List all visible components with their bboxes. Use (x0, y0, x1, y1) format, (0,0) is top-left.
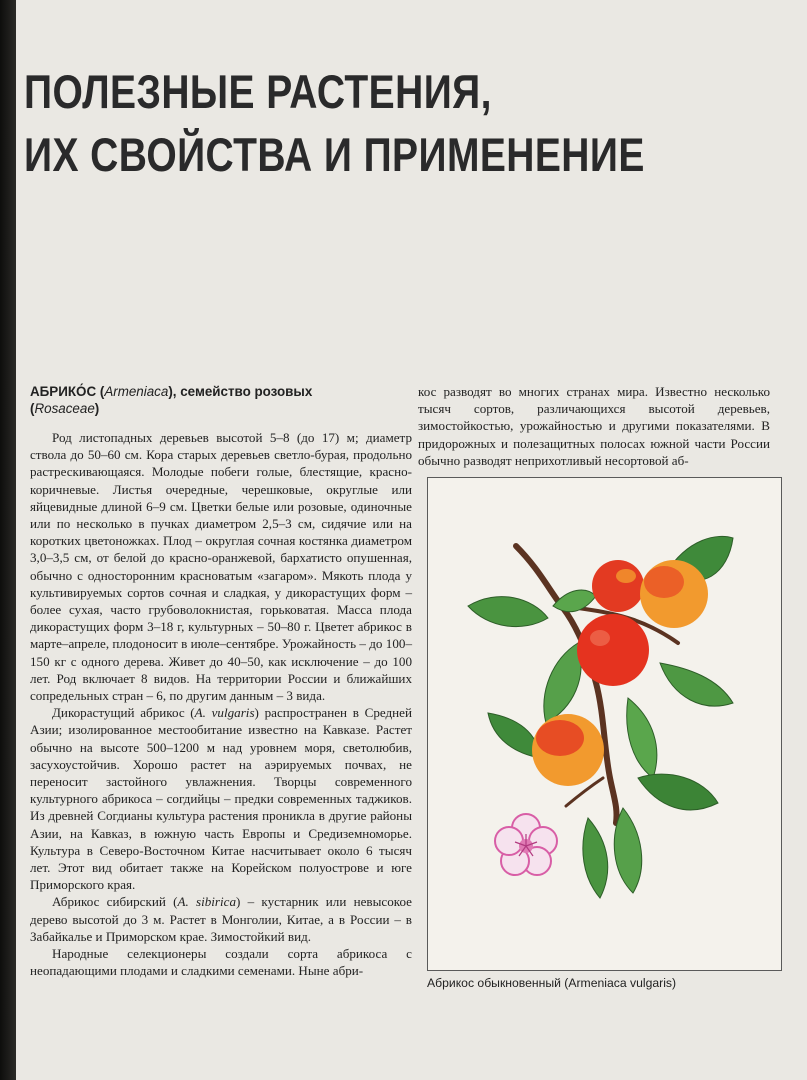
apricot-fruit (577, 614, 649, 686)
paragraph-2-start: Дикорастущий абрикос ( (52, 705, 195, 721)
figure-caption: Абрикос обыкновенный (Armeniaca vulgaris) (427, 976, 677, 990)
apricot-fruit (532, 714, 604, 786)
heading-family-latin: Rosaceae (34, 401, 95, 416)
apricot-fruit (592, 560, 644, 612)
leaf (660, 663, 733, 706)
leaf (583, 818, 608, 898)
leaf (638, 774, 718, 810)
paragraph-2-end: ) распространен в Средней Азии; изолированное местообитание известно на Кавказе. Растет обычно на высоте 500–1200 м над уровнем моря, светолюбив, засухоустойчив. Хорошо растет на аэрируемых почвах, не переносит застойного увлажнения. Творцы современного культурного абрикоса – согдийцы – предки современных таджиков. Из древней Согдианы культура растения проникла в другие районы Азии, на Кавказ, в южную часть Европы и Средиземноморье. Культура в Северо-Восточном Китае насчитывает около 6 тысяч лет. Этот вид обитает также на Корейском полуострове и юге Приморского края. (30, 705, 412, 893)
heading-latin: Armeniaca (104, 384, 169, 399)
paragraph-2-latin: A. vulgaris (194, 705, 255, 721)
book-page (16, 0, 807, 1080)
apricot-illustration-frame (427, 477, 782, 971)
leaf (468, 597, 548, 627)
left-column (30, 383, 412, 980)
leaf (627, 698, 657, 778)
article-heading: АБРИКО́С (Armeniaca), семейство розовых (Rosaceae) (30, 384, 313, 416)
paragraph-2 (30, 704, 412, 893)
title-line-2: ИХ СВОЙСТВА И ПРИМЕНЕНИЕ (24, 128, 645, 181)
leaf (614, 808, 641, 893)
paragraph-1: Род листопадных деревьев высотой 5–8 (до 17) м; диаметр ствола до 50–60 см. Кора старых деревьев светло-бурая, продольно растрескивающаяся. Молодые побеги голые, блестящие, красно-коричневые. Листья очередные, черешковые, округлые или яйцевидные длиной 6–9 см. Цветки белые или розовые, одиночные или по несколько в пучках диаметром 2,5–3 см, сидячие или на коротких цветоножках. Плод – округлая сочная костянка диаметром 3,0–3,5 см, от белой до красно-оранжевой, бархатисто опушенная, обычно с односторонним красноватым «загаром». Мякоть плода у культивируемых сортов сочная и сладкая, у дикорастущих форм – более сухая, часто грубоволокнистая, горьковатая. Масса плода дикорастущих форм 3–18 г, культурных – 50–80 г. Цветет абрикос в марте–апреле, плодоносит в июле–сентябре. Урожайность – до 100–150 кг с одного дерева. Живет до 40–50, как исключение – до 100 лет. Род включает 8 видов. На территории России и ближайших сопредельных стран – 6, по другим данным – 3 вида. (30, 430, 412, 704)
right-column (418, 383, 770, 469)
heading-name: АБРИКО́С (30, 384, 97, 399)
paragraph-3-end: ) – кустарник или невысокое дерево высотой до 3 м. Растет в Монголии, Китае, а в России – в Забайкалье и Приморском крае. Зимостойкий вид. (30, 894, 412, 944)
apricot-branch-illustration (428, 478, 781, 970)
leaf (544, 643, 581, 723)
paragraph-3-latin: A. sibirica (177, 894, 236, 910)
paragraph-4: Народные селекционеры создали сорта абрикоса с неопадающими плодами и сладкими семенами. Ныне абри- (30, 946, 412, 979)
page-title (24, 60, 645, 186)
right-column-text: кос разводят во многих странах мира. Известно несколько тысяч сортов, различающихся высотой деревьев, зимостойкостью, урожайностью и другими показателями. В придорожных и полезащитных полосах южной части России обычно разводят неприхотливый несортовой аб- (418, 384, 770, 468)
paragraph-3 (30, 893, 412, 945)
title-line-1: ПОЛЕЗНЫЕ РАСТЕНИЯ, (24, 65, 492, 118)
apricot-fruit (640, 560, 708, 628)
apricot-flower (495, 814, 557, 875)
paragraph-3-start: Абрикос сибирский ( (52, 894, 178, 910)
book-spine-shadow (0, 0, 16, 1080)
heading-rest: , семейство розовых (172, 384, 313, 399)
